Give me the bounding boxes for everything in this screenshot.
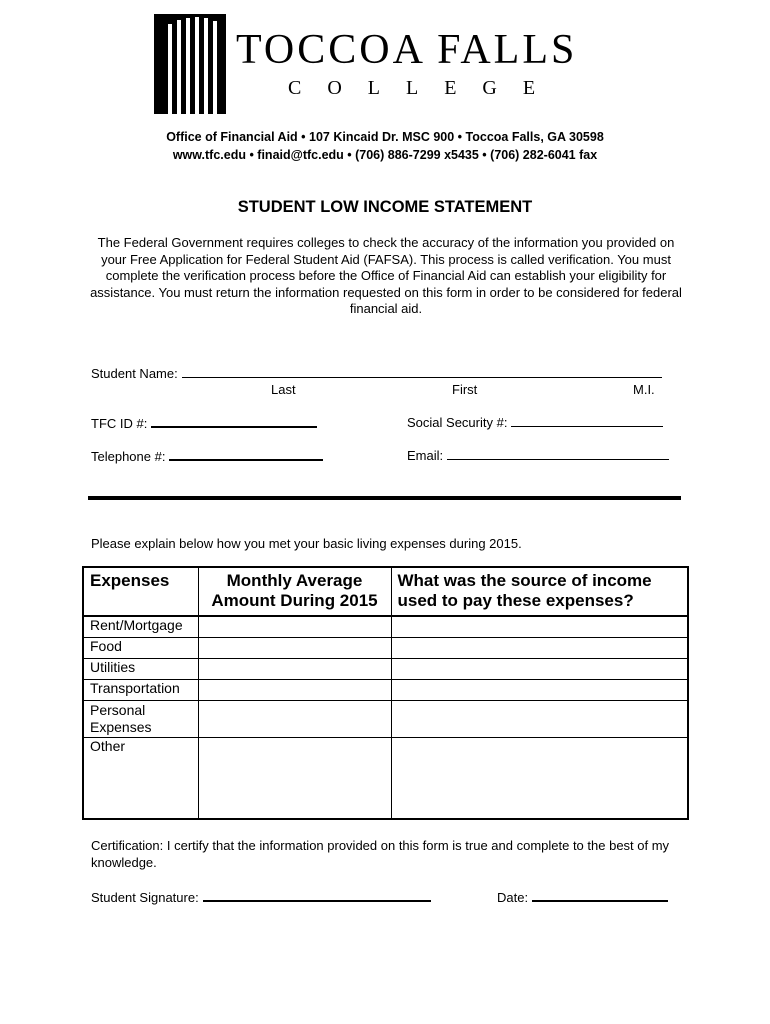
amount-cell[interactable] <box>198 637 391 658</box>
ssn-label: Social Security #: <box>407 415 508 430</box>
table-row <box>83 658 688 679</box>
student-name-field[interactable] <box>91 365 662 381</box>
col-header-expenses: Expenses <box>83 567 198 616</box>
mi-label: M.I. <box>633 382 655 397</box>
email-field[interactable] <box>407 447 669 463</box>
source-cell[interactable] <box>391 737 688 819</box>
date-label: Date: <box>497 890 529 905</box>
telephone-line[interactable] <box>169 447 323 461</box>
certification-text: Certification: I certify that the information provided on this form is true and complete to the best of my knowledge. <box>91 838 670 870</box>
intro-paragraph: The Federal Government requires colleges to check the accuracy of the information you provided on your Free Application for Federal Student Aid (FAFSA). This process is called verification. You must complete the verification process before the Office of Financial Aid can establish your eligibility for assistance. You must return the information requested on this form in order to be considered for federal financial aid. <box>90 235 682 316</box>
expense-label-transportation: Transportation <box>83 679 198 700</box>
amount-cell[interactable] <box>198 679 391 700</box>
expense-label-utilities: Utilities <box>83 658 198 679</box>
telephone-label: Telephone #: <box>91 449 166 464</box>
signature-label: Student Signature: <box>91 890 199 905</box>
col-header-income-source: What was the source of income used to pay these expenses? <box>391 567 688 616</box>
source-cell[interactable] <box>391 637 688 658</box>
email-line[interactable] <box>447 447 669 460</box>
source-cell[interactable] <box>391 700 688 737</box>
last-name-label: Last <box>271 382 296 397</box>
ssn-field[interactable] <box>407 414 663 430</box>
tfc-id-label: TFC ID #: <box>91 416 148 431</box>
date-line[interactable] <box>532 888 668 902</box>
expense-label-personal: Personal Expenses <box>83 700 198 737</box>
amount-cell[interactable] <box>198 700 391 737</box>
email-label: Email: <box>407 448 444 463</box>
expense-label-food: Food <box>83 637 198 658</box>
expenses-table-header <box>83 567 688 616</box>
tfc-id-field[interactable] <box>91 414 317 431</box>
section-divider <box>88 496 681 500</box>
logo-wordmark: TOCCOA FALLS <box>236 27 578 73</box>
contact-line-web: www.tfc.edu • finaid@tfc.edu • (706) 886-7299 x5435 • (706) 282-6041 fax <box>172 148 598 162</box>
table-row <box>83 616 688 637</box>
telephone-field[interactable] <box>91 447 323 464</box>
date-field[interactable] <box>497 888 668 905</box>
expense-label-rent: Rent/Mortgage <box>83 616 198 637</box>
contact-line-address: Office of Financial Aid • 107 Kincaid Dr. MSC 900 • Toccoa Falls, GA 30598 <box>166 130 604 144</box>
source-cell[interactable] <box>391 679 688 700</box>
signature-line[interactable] <box>203 888 431 902</box>
source-cell[interactable] <box>391 658 688 679</box>
amount-cell[interactable] <box>198 616 391 637</box>
tfc-id-line[interactable] <box>151 414 317 428</box>
col-header-monthly-average: Monthly Average Amount During 2015 <box>198 567 391 616</box>
student-name-line[interactable] <box>182 365 662 378</box>
logo-college: COLLEGE <box>288 77 562 99</box>
student-name-label: Student Name: <box>91 366 178 381</box>
amount-cell[interactable] <box>198 658 391 679</box>
amount-cell[interactable] <box>198 737 391 819</box>
table-row <box>83 700 688 737</box>
table-row <box>83 737 688 819</box>
form-title: STUDENT LOW INCOME STATEMENT <box>237 198 533 216</box>
signature-field[interactable] <box>91 888 431 905</box>
expenses-table <box>82 566 689 820</box>
logo-mark-icon <box>154 14 234 114</box>
source-cell[interactable] <box>391 616 688 637</box>
explain-prompt: Please explain below how you met your basic living expenses during 2015. <box>91 536 522 551</box>
expense-label-other: Other <box>83 737 198 819</box>
table-row <box>83 637 688 658</box>
first-name-label: First <box>452 382 478 397</box>
table-row <box>83 679 688 700</box>
ssn-line[interactable] <box>511 414 663 427</box>
